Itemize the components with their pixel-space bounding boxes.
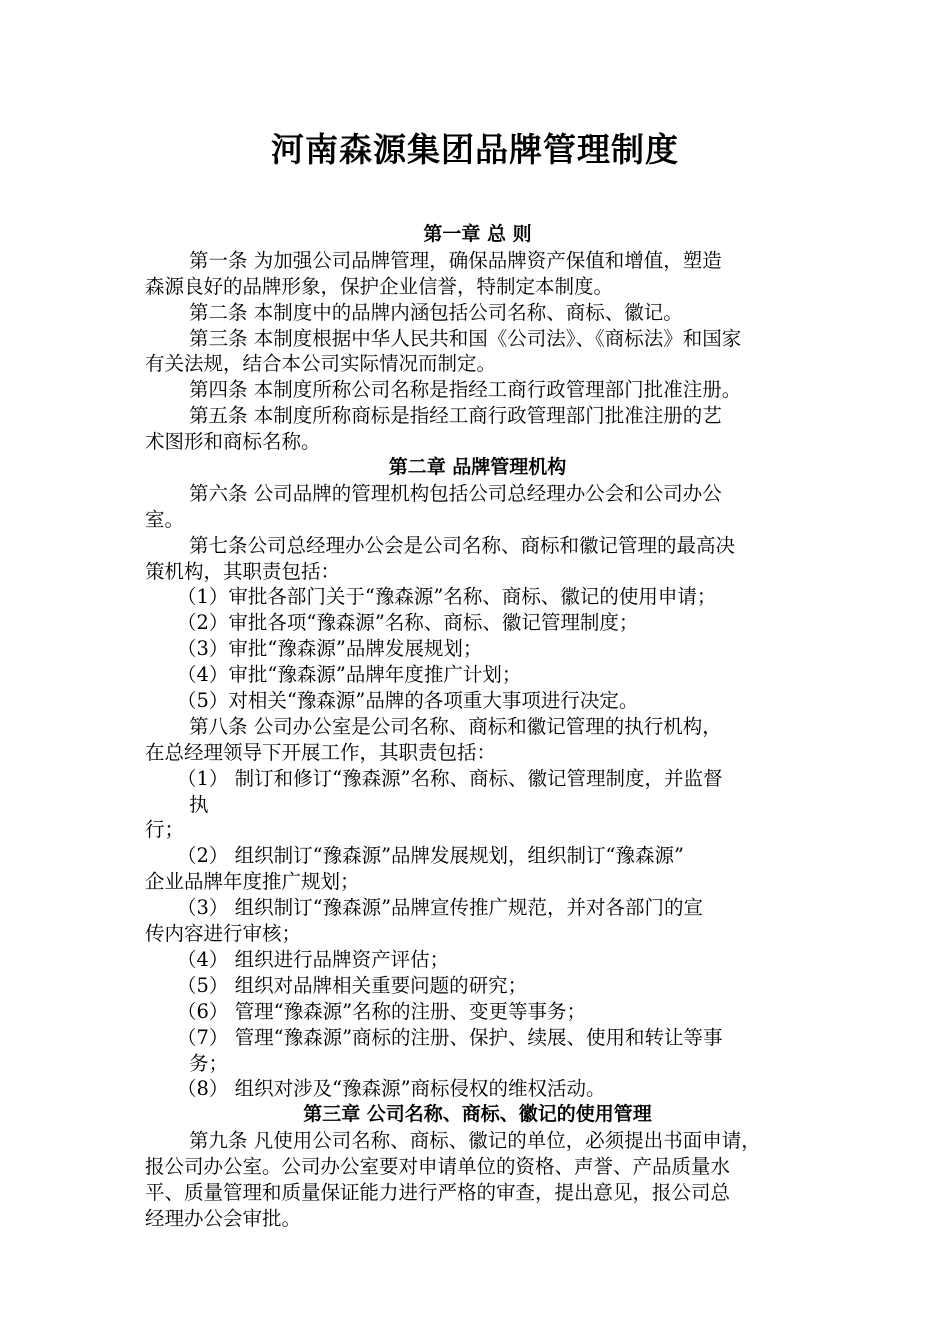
- text-line: 第八条 公司办公室是公司名称、商标和徽记管理的执行机构，: [189, 714, 722, 738]
- text-line: 第一条 为加强公司品牌管理，确保品牌资产保值和增值，塑造: [189, 248, 722, 272]
- text-line: （5）对相关“豫森源”品牌的各项重大事项进行决定。: [177, 689, 639, 713]
- text-line: 第四条 本制度所称公司名称是指经工商行政管理部门批准注册。: [189, 378, 742, 402]
- text-line: （4） 组织进行品牌资产评估；: [177, 947, 450, 971]
- text-line: 平、质量管理和质量保证能力进行严格的审查，提出意见，报公司总: [145, 1180, 731, 1204]
- text-line: 森源良好的品牌形象，保护企业信誉，特制定本制度。: [145, 274, 614, 298]
- text-line: 经理办公会审批。: [145, 1206, 302, 1230]
- chapter-heading: 第三章 公司名称、商标、徽记的使用管理: [303, 1103, 652, 1126]
- text-line: （4）审批“豫森源”品牌年度推广计划；: [177, 663, 522, 687]
- text-line: 第五条 本制度所称商标是指经工商行政管理部门批准注册的艺: [189, 404, 722, 428]
- text-line: 行；: [145, 818, 185, 842]
- text-line: 第七条公司总经理办公会是公司名称、商标和徽记管理的最高决: [189, 533, 736, 557]
- text-line: 第三条 本制度根据中华人民共和国《公司法》、《商标法》和国家: [189, 326, 742, 350]
- text-line: 有关法规，结合本公司实际情况而制定。: [145, 352, 497, 376]
- text-line: 在总经理领导下开展工作，其职责包括：: [145, 740, 497, 764]
- document-title: 河南森源集团品牌管理制度: [271, 130, 679, 169]
- text-line: 传内容进行审核；: [145, 922, 302, 946]
- text-line: 第九条 凡使用公司名称、商标、徽记的单位，必须提出书面申请，: [189, 1129, 761, 1153]
- text-line: （1）审批各部门关于“豫森源”名称、商标、徽记的使用申请；: [177, 585, 717, 609]
- text-line: 务；: [189, 1051, 229, 1075]
- text-line: 第六条 公司品牌的管理机构包括公司总经理办公会和公司办公: [189, 481, 722, 505]
- text-line: （8） 组织对涉及“豫森源”商标侵权的维权活动。: [177, 1077, 606, 1101]
- text-line: 第二条 本制度中的品牌内涵包括公司名称、商标、徽记。: [189, 300, 683, 324]
- text-line: （2）审批各项“豫森源”名称、商标、徽记管理制度；: [177, 611, 639, 635]
- text-line: （7） 管理“豫森源”商标的注册、保护、续展、使用和转让等事: [177, 1025, 723, 1049]
- text-line: （3）审批“豫森源”品牌发展规划；: [177, 637, 483, 661]
- text-line: （6） 管理“豫森源”名称的注册、变更等事务；: [177, 999, 587, 1023]
- text-line: （3） 组织制订“豫森源”品牌宣传推广规范，并对各部门的宣: [177, 896, 704, 920]
- document-body: [145, 222, 810, 1232]
- text-line: 策机构，其职责包括：: [145, 559, 341, 583]
- chapter-heading: 第二章 品牌管理机构: [388, 456, 567, 479]
- text-line: （1） 制订和修订“豫森源”名称、商标、徽记管理制度，并监督: [177, 766, 723, 790]
- text-line: （2） 组织制订“豫森源”品牌发展规划，组织制订“豫森源”: [177, 844, 684, 868]
- text-line: 术图形和商标名称。: [145, 430, 321, 454]
- text-line: 室。: [145, 507, 185, 531]
- text-line: 报公司办公室。公司办公室要对申请单位的资格、声誉、产品质量水: [145, 1155, 731, 1179]
- chapter-heading: 第一章 总 则: [423, 223, 532, 245]
- text-line: （5） 组织对品牌相关重要问题的研究；: [177, 973, 528, 997]
- text-line: 执: [189, 792, 209, 816]
- text-line: 企业品牌年度推广规划；: [145, 870, 360, 894]
